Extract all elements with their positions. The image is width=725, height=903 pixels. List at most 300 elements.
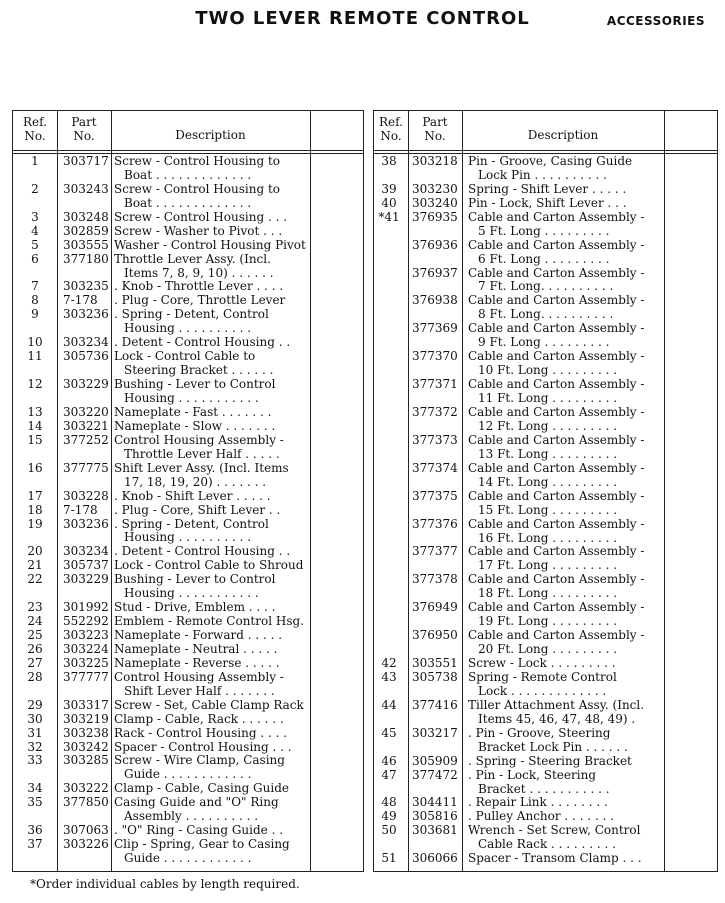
ref-no: 15 [27, 432, 43, 447]
description [114, 490, 319, 504]
description-line: Pin - Groove, Casing Guide [468, 155, 633, 168]
ref-no: 19 [27, 516, 43, 531]
part-no: 303235 [63, 279, 109, 294]
ref-no: 28 [27, 669, 43, 684]
table-row [374, 545, 717, 573]
description [468, 406, 664, 434]
description [114, 239, 319, 253]
description [468, 796, 664, 810]
description-line: Wrench - Set Screw, Control [468, 824, 641, 838]
description-line: Bushing - Lever to Control [114, 378, 276, 392]
table-row [374, 406, 717, 434]
description [114, 699, 319, 713]
description [114, 671, 319, 699]
description-line: Screw - Control Housing to [114, 182, 280, 196]
description [114, 434, 319, 462]
description-line: Spacer - Control Housing . . . [114, 740, 292, 754]
table-row [13, 713, 363, 727]
description-line: Spacer - Transom Clamp . . . [468, 852, 642, 866]
description [114, 183, 319, 211]
part-no: 377373 [412, 432, 458, 447]
description-line: Housing . . . . . . . . . . . [124, 587, 259, 601]
part-no: 303285 [63, 753, 109, 768]
description [468, 155, 664, 183]
description [468, 183, 664, 197]
header-text: Description [527, 128, 599, 142]
description [468, 657, 664, 671]
ref-no: 14 [27, 418, 43, 433]
ref-no: 17 [27, 488, 43, 503]
ref-no: 40 [381, 195, 397, 210]
table-row [374, 239, 717, 267]
description-line: 10 Ft. Long . . . . . . . . . [478, 364, 618, 378]
table-row [374, 629, 717, 657]
table-row [374, 267, 717, 295]
description [114, 838, 319, 866]
description-line: Cable and Carton Assembly - [468, 489, 645, 503]
ref-no: 37 [27, 837, 43, 852]
part-no: 303224 [63, 641, 109, 656]
part-no: 303222 [63, 781, 109, 796]
description-line: . Spring - Detent, Control [114, 308, 269, 322]
part-no: 305737 [63, 558, 109, 573]
description-line: Boat . . . . . . . . . . . . . [124, 196, 252, 210]
description [114, 294, 319, 308]
description-line: 6 Ft. Long . . . . . . . . . [478, 252, 610, 266]
table-row [374, 796, 717, 810]
header-text: No. [73, 129, 95, 143]
description-line: Lock - Control Cable to [114, 350, 256, 364]
description-line: Cable and Carton Assembly - [468, 545, 645, 559]
description-line: Emblem - Remote Control Hsg. [114, 615, 304, 629]
part-no: 303234 [63, 544, 109, 559]
description-line: Lock . . . . . . . . . . . . . [478, 684, 607, 698]
description-line: Nameplate - Forward . . . . . [114, 629, 283, 643]
part-no: 303238 [63, 725, 109, 740]
table-row [13, 671, 363, 699]
description [114, 643, 319, 657]
ref-no: 44 [381, 697, 397, 712]
description-line: Cable and Carton Assembly - [468, 573, 645, 587]
ref-no: 48 [381, 795, 397, 810]
description-line: Cable and Carton Assembly - [468, 294, 645, 308]
table-row [374, 671, 717, 699]
ref-no: 2 [31, 181, 39, 196]
part-no: 303236 [63, 307, 109, 322]
ref-no: 50 [381, 823, 397, 838]
description [114, 280, 319, 294]
description-line: Cable Rack . . . . . . . . . [478, 838, 616, 852]
description [114, 713, 319, 727]
ref-no: 16 [27, 460, 43, 475]
description-line: Nameplate - Neutral . . . . . [114, 642, 278, 656]
ref-no: 9 [31, 307, 39, 322]
table-row [374, 755, 717, 769]
part-no: 376949 [412, 600, 458, 615]
header-text: Description [175, 128, 246, 142]
table-row [374, 434, 717, 462]
section-label: ACCESSORIES [606, 14, 705, 28]
table-row [374, 490, 717, 518]
description-line: Screw - Lock . . . . . . . . . [468, 657, 616, 671]
ref-no: 27 [27, 655, 43, 670]
part-no: 303717 [63, 154, 109, 168]
description-line: Assembly . . . . . . . . . . [124, 810, 259, 824]
description [114, 155, 319, 183]
description [114, 308, 319, 336]
part-no: 303234 [63, 335, 109, 350]
ref-no: 42 [381, 656, 397, 671]
part-no: 377416 [412, 697, 458, 712]
description-line: . Knob - Shift Lever . . . . . [114, 489, 271, 503]
description [114, 504, 319, 518]
header-text: No. [24, 129, 46, 143]
part-no: 377374 [412, 460, 458, 475]
table-row [13, 573, 363, 601]
table-row [374, 462, 717, 490]
description-line: Nameplate - Reverse . . . . . [114, 656, 280, 670]
description-line: Items 7, 8, 9, 10) . . . . . . [124, 266, 274, 280]
description [468, 518, 664, 546]
part-no: 303217 [412, 725, 458, 740]
table-row [13, 183, 363, 211]
ref-no: 6 [31, 251, 39, 266]
ref-no: 20 [27, 544, 43, 559]
description-line: . Spring - Detent, Control [114, 517, 269, 531]
part-no: 304411 [412, 795, 458, 810]
ref-no: 49 [381, 809, 397, 824]
table-row [13, 782, 363, 796]
description [468, 601, 664, 629]
ref-no: 12 [27, 377, 43, 392]
description [114, 211, 319, 225]
ref-no: 24 [27, 614, 43, 629]
description-line: . Plug - Core, Shift Lever . . [114, 503, 281, 517]
description [114, 754, 319, 782]
part-no: 305816 [412, 809, 458, 824]
parts-rows-right [374, 155, 717, 866]
table-row [13, 225, 363, 239]
description-line: Cable and Carton Assembly - [468, 378, 645, 392]
table-row [374, 810, 717, 824]
part-no: 303225 [63, 655, 109, 670]
description-line: Lock Pin . . . . . . . . . . [478, 168, 607, 182]
ref-no: 33 [27, 753, 43, 768]
ref-no: 11 [27, 349, 43, 364]
description-line: 5 Ft. Long . . . . . . . . . [478, 224, 610, 238]
description-line: . Detent - Control Housing . . [114, 336, 291, 350]
description [468, 727, 664, 755]
ref-no: 23 [27, 600, 43, 615]
description-line: . Plug - Core, Throttle Lever [114, 294, 286, 308]
description-line: Cable and Carton Assembly - [468, 517, 645, 531]
ref-no: 5 [31, 237, 39, 252]
description [114, 727, 319, 741]
description-line: Screw - Control Housing to [114, 155, 280, 168]
description-line: Nameplate - Slow . . . . . . . [114, 419, 276, 433]
description-line: Nameplate - Fast . . . . . . . [114, 405, 272, 419]
ref-no: 1 [31, 154, 39, 168]
description-line: . Pulley Anchor . . . . . . . [468, 810, 615, 824]
description [114, 615, 319, 629]
description-line: Bushing - Lever to Control [114, 573, 276, 587]
table-row [13, 490, 363, 504]
description-line: Washer - Control Housing Pivot [114, 238, 306, 252]
description-line: Control Housing Assembly - [114, 670, 284, 684]
description-line: Cable and Carton Assembly - [468, 210, 645, 224]
table-row [13, 336, 363, 350]
parts-rows-left [13, 155, 363, 866]
description-line: Clamp - Cable, Rack . . . . . . [114, 712, 284, 726]
description-line: Screw - Wire Clamp, Casing [114, 754, 285, 768]
part-no: 377775 [63, 460, 109, 475]
table-row [13, 406, 363, 420]
part-no: 377376 [412, 516, 458, 531]
description-line: Guide . . . . . . . . . . . . [124, 852, 252, 866]
part-no: 303219 [63, 711, 109, 726]
table-row [13, 434, 363, 462]
description-line: Cable and Carton Assembly - [468, 322, 645, 336]
description-line: Housing . . . . . . . . . . [124, 531, 252, 545]
description-line: Housing . . . . . . . . . . [124, 322, 252, 336]
ref-no: 35 [27, 795, 43, 810]
table-row [374, 294, 717, 322]
part-no: 303236 [63, 516, 109, 531]
part-no: 377372 [412, 405, 458, 419]
description [468, 545, 664, 573]
part-no: 303551 [412, 656, 458, 671]
part-no: 377375 [412, 488, 458, 503]
table-row [13, 838, 363, 866]
description-line: Clip - Spring, Gear to Casing [114, 838, 290, 852]
description-line: . Repair Link . . . . . . . . [468, 796, 608, 810]
table-row [13, 545, 363, 559]
table-row [374, 852, 717, 866]
description [468, 378, 664, 406]
description [468, 211, 664, 239]
description-line: 20 Ft. Long . . . . . . . . . [478, 643, 618, 657]
part-no: 303248 [63, 209, 109, 224]
table-row [374, 322, 717, 350]
description [114, 420, 319, 434]
description-line: Throttle Lever Assy. (Incl. [114, 252, 271, 266]
description [114, 378, 319, 406]
part-no: 305909 [412, 753, 458, 768]
description-line: Clamp - Cable, Casing Guide [114, 782, 289, 796]
ref-no: 51 [381, 851, 397, 866]
description-line: Spring - Remote Control [468, 670, 617, 684]
ref-no: 7 [31, 279, 39, 294]
part-no: 307063 [63, 823, 109, 838]
part-no: 303230 [412, 181, 458, 196]
table-row [13, 559, 363, 573]
table-row [374, 657, 717, 671]
description-line: Spring - Shift Lever . . . . . [468, 182, 627, 196]
part-no: 303218 [412, 154, 458, 168]
ref-no: *41 [378, 209, 400, 224]
table-row [13, 657, 363, 671]
table-row [13, 796, 363, 824]
table-row [13, 699, 363, 713]
description-line: Screw - Control Housing . . . [114, 210, 288, 224]
part-no: 303229 [63, 572, 109, 587]
ref-no: 30 [27, 711, 43, 726]
description-line: . Pin - Lock, Steering [468, 768, 596, 782]
table-row [374, 197, 717, 211]
table-row [13, 615, 363, 629]
part-no: 377370 [412, 349, 458, 364]
description-line: Throttle Lever Half . . . . . [124, 447, 280, 461]
table-row [374, 211, 717, 239]
part-no: 303229 [63, 377, 109, 392]
part-no: 377369 [412, 321, 458, 336]
table-row [13, 643, 363, 657]
description-line: 9 Ft. Long . . . . . . . . . [478, 336, 610, 350]
description-line: . "O" Ring - Casing Guide . . [114, 824, 284, 838]
ref-no: 10 [27, 335, 43, 350]
description-line: Bracket . . . . . . . . . . . [478, 782, 610, 796]
part-no: 7-178 [63, 293, 98, 308]
part-no: 377252 [63, 432, 109, 447]
part-no: 7-178 [63, 502, 98, 517]
table-row [13, 824, 363, 838]
ref-no: 21 [27, 558, 43, 573]
description-line: 15 Ft. Long . . . . . . . . . [478, 503, 618, 517]
table-row [13, 727, 363, 741]
table-row [374, 699, 717, 727]
description [114, 782, 319, 796]
description-line: Screw - Washer to Pivot . . . [114, 224, 283, 238]
description-line: Stud - Drive, Emblem . . . . [114, 601, 276, 615]
table-row [374, 769, 717, 797]
description-line: 8 Ft. Long. . . . . . . . . . [478, 308, 614, 322]
description [114, 462, 319, 490]
description-line: Items 45, 46, 47, 48, 49) . [478, 712, 636, 726]
ref-no: 26 [27, 641, 43, 656]
ref-no: 47 [381, 767, 397, 782]
description [468, 769, 664, 797]
description-line: Lock - Control Cable to Shroud [114, 559, 304, 573]
description-line: Steering Bracket . . . . . . [124, 364, 274, 378]
description-line: Cable and Carton Assembly - [468, 461, 645, 475]
part-no: 377180 [63, 251, 109, 266]
part-no: 377850 [63, 795, 109, 810]
description-line: Cable and Carton Assembly - [468, 238, 645, 252]
header-text: Ref. [23, 115, 47, 129]
table-row [13, 378, 363, 406]
description [468, 490, 664, 518]
description-line: Cable and Carton Assembly - [468, 406, 645, 419]
description-line: Casing Guide and "O" Ring [114, 796, 279, 810]
description-line: Pin - Lock, Shift Lever . . . [468, 196, 627, 210]
description [468, 852, 664, 866]
table-row [13, 280, 363, 294]
description [114, 518, 319, 546]
description [114, 741, 319, 755]
part-no: 306066 [412, 851, 458, 866]
table-row [13, 601, 363, 615]
table-row [374, 727, 717, 755]
page-title: TWO LEVER REMOTE CONTROL [195, 8, 530, 29]
ref-no: 8 [31, 293, 39, 308]
description [468, 434, 664, 462]
table-row [13, 239, 363, 253]
description-line: 17 Ft. Long . . . . . . . . . [478, 559, 618, 573]
description [114, 545, 319, 559]
part-no: 376937 [412, 265, 458, 280]
part-no: 303242 [63, 739, 109, 754]
part-no: 302859 [63, 223, 109, 238]
ref-no: 39 [381, 181, 397, 196]
ref-no-header [13, 111, 57, 154]
description-line: 16 Ft. Long . . . . . . . . . [478, 531, 618, 545]
part-no: 376935 [412, 209, 458, 224]
description-line: Cable and Carton Assembly - [468, 629, 645, 643]
table-row [374, 518, 717, 546]
description-line: 12 Ft. Long . . . . . . . . . [478, 419, 618, 433]
description-line: Bracket Lock Pin . . . . . . [478, 740, 628, 754]
table-row [374, 183, 717, 197]
ref-no: 45 [381, 725, 397, 740]
description [468, 197, 664, 211]
description-line: Control Housing Assembly - [114, 433, 284, 447]
table-row [13, 462, 363, 490]
table-row [13, 253, 363, 281]
part-no: 377472 [412, 767, 458, 782]
table-row [13, 308, 363, 336]
table-row [13, 629, 363, 643]
table-row [374, 573, 717, 601]
part-no: 303228 [63, 488, 109, 503]
description [114, 350, 319, 378]
part-no: 552292 [63, 614, 109, 629]
header-text: No. [424, 129, 446, 143]
ref-no: 46 [381, 753, 397, 768]
description [468, 267, 664, 295]
table-row [13, 155, 363, 183]
description-line: Shift Lever Assy. (Incl. Items [114, 461, 289, 475]
part-no: 303226 [63, 837, 109, 852]
description [468, 462, 664, 490]
table-row [374, 155, 717, 183]
description [468, 294, 664, 322]
ref-no: 32 [27, 739, 43, 754]
description [468, 350, 664, 378]
description-line: 11 Ft. Long . . . . . . . . . [478, 392, 618, 406]
description [114, 657, 319, 671]
part-no: 301992 [63, 600, 109, 615]
description [114, 601, 319, 615]
description-line: Cable and Carton Assembly - [468, 266, 645, 280]
description-line: Cable and Carton Assembly - [468, 350, 645, 364]
description-line: Boat . . . . . . . . . . . . . [124, 168, 252, 182]
ref-no: 31 [27, 725, 43, 740]
description [468, 629, 664, 657]
footnote: *Order individual cables by length required. [30, 877, 300, 891]
ref-no: 38 [381, 154, 397, 168]
description-line: Rack - Control Housing . . . . [114, 726, 288, 740]
part-no: 303240 [412, 195, 458, 210]
description-line: Tiller Attachment Assy. (Incl. [468, 698, 645, 712]
ref-no: 13 [27, 404, 43, 419]
table-row [13, 350, 363, 378]
table-row [13, 741, 363, 755]
table-row [13, 518, 363, 546]
part-no: 303221 [63, 418, 109, 433]
part-no: 303220 [63, 404, 109, 419]
description [114, 559, 319, 573]
description [114, 573, 319, 601]
